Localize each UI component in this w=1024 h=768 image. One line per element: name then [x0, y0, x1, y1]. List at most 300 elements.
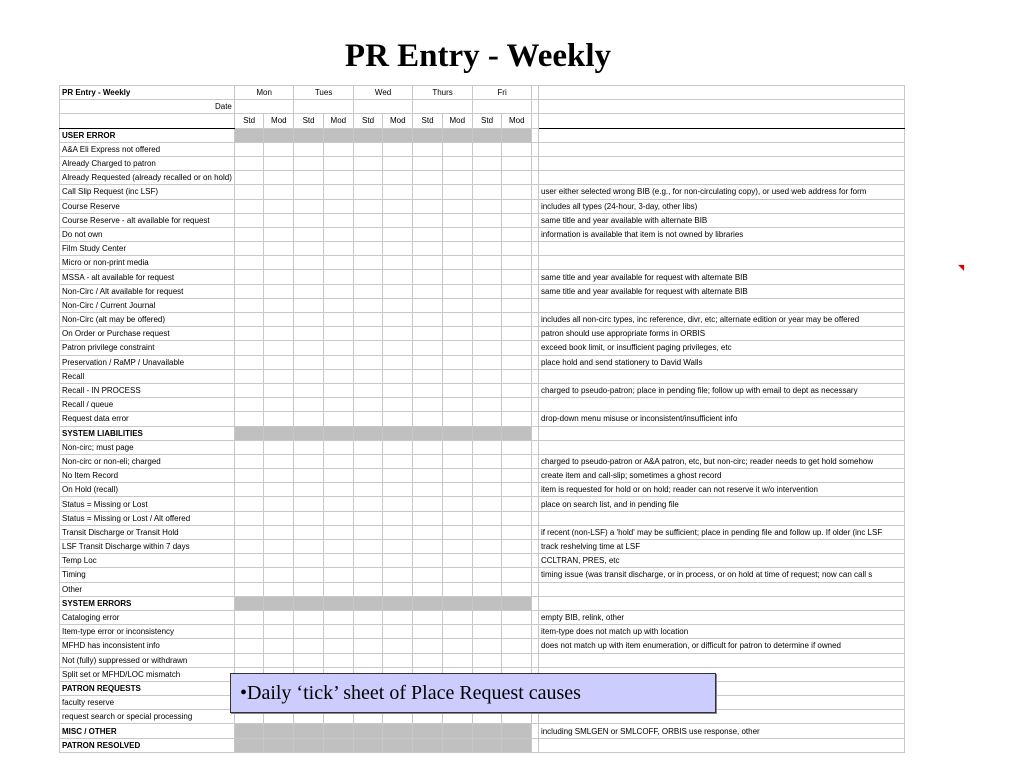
tally-cell[interactable] — [502, 242, 532, 256]
tally-cell[interactable] — [502, 596, 532, 610]
tally-cell[interactable] — [472, 554, 501, 568]
tally-cell[interactable] — [353, 171, 382, 185]
tally-cell[interactable] — [353, 398, 382, 412]
tally-cell[interactable] — [234, 171, 263, 185]
tally-cell[interactable] — [442, 128, 472, 142]
tally-cell[interactable] — [413, 426, 442, 440]
tally-cell[interactable] — [353, 156, 382, 170]
tally-cell[interactable] — [383, 341, 413, 355]
tally-cell[interactable] — [264, 511, 294, 525]
tally-cell[interactable] — [264, 582, 294, 596]
tally-cell[interactable] — [323, 582, 353, 596]
tally-cell[interactable] — [383, 426, 413, 440]
tally-cell[interactable] — [234, 511, 263, 525]
tally-cell[interactable] — [353, 653, 382, 667]
tally-cell[interactable] — [383, 653, 413, 667]
tally-cell[interactable] — [502, 426, 532, 440]
tally-cell[interactable] — [442, 554, 472, 568]
tally-cell[interactable] — [472, 199, 501, 213]
tally-cell[interactable] — [234, 483, 263, 497]
tally-cell[interactable] — [442, 298, 472, 312]
tally-cell[interactable] — [383, 639, 413, 653]
tally-cell[interactable] — [413, 511, 442, 525]
tally-cell[interactable] — [264, 497, 294, 511]
tally-cell[interactable] — [502, 185, 532, 199]
tally-cell[interactable] — [264, 313, 294, 327]
tally-cell[interactable] — [383, 355, 413, 369]
tally-cell[interactable] — [472, 242, 501, 256]
tally-cell[interactable] — [413, 242, 442, 256]
tally-cell[interactable] — [502, 625, 532, 639]
tally-cell[interactable] — [442, 540, 472, 554]
tally-cell[interactable] — [264, 227, 294, 241]
tally-cell[interactable] — [264, 284, 294, 298]
tally-cell[interactable] — [353, 383, 382, 397]
tally-cell[interactable] — [234, 610, 263, 624]
tally-cell[interactable] — [502, 724, 532, 738]
tally-cell[interactable] — [413, 412, 442, 426]
tally-cell[interactable] — [502, 383, 532, 397]
tally-cell[interactable] — [472, 383, 501, 397]
tally-cell[interactable] — [353, 582, 382, 596]
tally-cell[interactable] — [353, 483, 382, 497]
tally-cell[interactable] — [502, 171, 532, 185]
tally-cell[interactable] — [442, 738, 472, 752]
tally-cell[interactable] — [234, 256, 263, 270]
tally-cell[interactable] — [413, 327, 442, 341]
tally-cell[interactable] — [323, 270, 353, 284]
tally-cell[interactable] — [294, 497, 323, 511]
tally-cell[interactable] — [264, 156, 294, 170]
tally-cell[interactable] — [442, 284, 472, 298]
tally-cell[interactable] — [442, 639, 472, 653]
tally-cell[interactable] — [502, 341, 532, 355]
tally-cell[interactable] — [442, 199, 472, 213]
tally-cell[interactable] — [472, 355, 501, 369]
tally-cell[interactable] — [264, 369, 294, 383]
tally-cell[interactable] — [234, 341, 263, 355]
tally-cell[interactable] — [442, 469, 472, 483]
tally-cell[interactable] — [294, 213, 323, 227]
tally-cell[interactable] — [472, 313, 501, 327]
tally-cell[interactable] — [294, 525, 323, 539]
tally-cell[interactable] — [234, 298, 263, 312]
tally-cell[interactable] — [442, 440, 472, 454]
tally-cell[interactable] — [383, 454, 413, 468]
tally-cell[interactable] — [323, 540, 353, 554]
tally-cell[interactable] — [234, 639, 263, 653]
tally-cell[interactable] — [413, 171, 442, 185]
tally-cell[interactable] — [294, 724, 323, 738]
tally-cell[interactable] — [323, 256, 353, 270]
tally-cell[interactable] — [294, 738, 323, 752]
tally-cell[interactable] — [383, 398, 413, 412]
tally-cell[interactable] — [502, 639, 532, 653]
tally-cell[interactable] — [383, 270, 413, 284]
tally-cell[interactable] — [294, 440, 323, 454]
tally-cell[interactable] — [234, 554, 263, 568]
tally-cell[interactable] — [413, 440, 442, 454]
tally-cell[interactable] — [294, 483, 323, 497]
tally-cell[interactable] — [264, 270, 294, 284]
tally-cell[interactable] — [264, 454, 294, 468]
tally-cell[interactable] — [264, 440, 294, 454]
tally-cell[interactable] — [264, 610, 294, 624]
tally-cell[interactable] — [353, 128, 382, 142]
tally-cell[interactable] — [294, 199, 323, 213]
tally-cell[interactable] — [234, 497, 263, 511]
tally-cell[interactable] — [323, 483, 353, 497]
date-input-cell[interactable] — [294, 100, 353, 114]
tally-cell[interactable] — [234, 355, 263, 369]
tally-cell[interactable] — [383, 128, 413, 142]
tally-cell[interactable] — [294, 568, 323, 582]
tally-cell[interactable] — [413, 256, 442, 270]
tally-cell[interactable] — [234, 213, 263, 227]
tally-cell[interactable] — [442, 454, 472, 468]
tally-cell[interactable] — [383, 156, 413, 170]
tally-cell[interactable] — [323, 284, 353, 298]
tally-cell[interactable] — [383, 596, 413, 610]
tally-cell[interactable] — [353, 540, 382, 554]
tally-cell[interactable] — [294, 185, 323, 199]
tally-cell[interactable] — [383, 412, 413, 426]
tally-cell[interactable] — [234, 270, 263, 284]
tally-cell[interactable] — [413, 540, 442, 554]
tally-cell[interactable] — [234, 227, 263, 241]
tally-cell[interactable] — [502, 128, 532, 142]
tally-cell[interactable] — [294, 469, 323, 483]
tally-cell[interactable] — [472, 582, 501, 596]
tally-cell[interactable] — [442, 525, 472, 539]
tally-cell[interactable] — [294, 128, 323, 142]
tally-cell[interactable] — [472, 625, 501, 639]
tally-cell[interactable] — [472, 610, 501, 624]
tally-cell[interactable] — [234, 142, 263, 156]
tally-cell[interactable] — [264, 398, 294, 412]
tally-cell[interactable] — [413, 653, 442, 667]
tally-cell[interactable] — [353, 185, 382, 199]
tally-cell[interactable] — [413, 724, 442, 738]
tally-cell[interactable] — [472, 213, 501, 227]
tally-cell[interactable] — [442, 185, 472, 199]
tally-cell[interactable] — [383, 284, 413, 298]
tally-cell[interactable] — [294, 398, 323, 412]
tally-cell[interactable] — [294, 227, 323, 241]
tally-cell[interactable] — [502, 497, 532, 511]
tally-cell[interactable] — [472, 341, 501, 355]
tally-cell[interactable] — [234, 525, 263, 539]
tally-cell[interactable] — [383, 256, 413, 270]
tally-cell[interactable] — [323, 610, 353, 624]
tally-cell[interactable] — [413, 128, 442, 142]
tally-cell[interactable] — [294, 142, 323, 156]
tally-cell[interactable] — [353, 738, 382, 752]
tally-cell[interactable] — [472, 426, 501, 440]
tally-cell[interactable] — [502, 653, 532, 667]
tally-cell[interactable] — [472, 639, 501, 653]
tally-cell[interactable] — [234, 156, 263, 170]
tally-cell[interactable] — [264, 469, 294, 483]
tally-cell[interactable] — [383, 440, 413, 454]
tally-cell[interactable] — [353, 469, 382, 483]
tally-cell[interactable] — [442, 568, 472, 582]
tally-cell[interactable] — [383, 469, 413, 483]
tally-cell[interactable] — [294, 412, 323, 426]
tally-cell[interactable] — [234, 242, 263, 256]
tally-cell[interactable] — [353, 199, 382, 213]
tally-cell[interactable] — [234, 327, 263, 341]
tally-cell[interactable] — [264, 327, 294, 341]
tally-cell[interactable] — [502, 738, 532, 752]
tally-cell[interactable] — [502, 199, 532, 213]
tally-cell[interactable] — [323, 596, 353, 610]
tally-cell[interactable] — [502, 412, 532, 426]
tally-cell[interactable] — [323, 554, 353, 568]
tally-cell[interactable] — [353, 142, 382, 156]
tally-cell[interactable] — [264, 653, 294, 667]
tally-cell[interactable] — [472, 128, 501, 142]
tally-cell[interactable] — [323, 213, 353, 227]
tally-cell[interactable] — [353, 525, 382, 539]
tally-cell[interactable] — [294, 242, 323, 256]
tally-cell[interactable] — [234, 653, 263, 667]
tally-cell[interactable] — [234, 568, 263, 582]
tally-cell[interactable] — [502, 511, 532, 525]
tally-cell[interactable] — [502, 213, 532, 227]
tally-cell[interactable] — [234, 369, 263, 383]
tally-cell[interactable] — [413, 738, 442, 752]
tally-cell[interactable] — [383, 383, 413, 397]
tally-cell[interactable] — [353, 497, 382, 511]
tally-cell[interactable] — [323, 469, 353, 483]
tally-cell[interactable] — [413, 369, 442, 383]
tally-cell[interactable] — [353, 341, 382, 355]
tally-cell[interactable] — [472, 497, 501, 511]
tally-cell[interactable] — [413, 313, 442, 327]
tally-cell[interactable] — [294, 171, 323, 185]
tally-cell[interactable] — [264, 426, 294, 440]
tally-cell[interactable] — [502, 313, 532, 327]
tally-cell[interactable] — [353, 256, 382, 270]
tally-cell[interactable] — [442, 270, 472, 284]
tally-cell[interactable] — [353, 369, 382, 383]
tally-cell[interactable] — [442, 242, 472, 256]
tally-cell[interactable] — [353, 554, 382, 568]
tally-cell[interactable] — [442, 582, 472, 596]
tally-cell[interactable] — [383, 142, 413, 156]
tally-cell[interactable] — [234, 469, 263, 483]
tally-cell[interactable] — [442, 156, 472, 170]
tally-cell[interactable] — [323, 156, 353, 170]
tally-cell[interactable] — [383, 171, 413, 185]
tally-cell[interactable] — [383, 497, 413, 511]
tally-cell[interactable] — [413, 355, 442, 369]
tally-cell[interactable] — [294, 540, 323, 554]
date-input-cell[interactable] — [472, 100, 531, 114]
tally-cell[interactable] — [502, 483, 532, 497]
tally-cell[interactable] — [502, 525, 532, 539]
tally-cell[interactable] — [323, 313, 353, 327]
tally-cell[interactable] — [323, 639, 353, 653]
tally-cell[interactable] — [502, 454, 532, 468]
tally-cell[interactable] — [442, 653, 472, 667]
tally-cell[interactable] — [264, 525, 294, 539]
tally-cell[interactable] — [234, 199, 263, 213]
tally-cell[interactable] — [264, 738, 294, 752]
tally-cell[interactable] — [472, 142, 501, 156]
tally-cell[interactable] — [413, 625, 442, 639]
tally-cell[interactable] — [234, 596, 263, 610]
tally-cell[interactable] — [383, 625, 413, 639]
tally-cell[interactable] — [472, 171, 501, 185]
tally-cell[interactable] — [472, 369, 501, 383]
tally-cell[interactable] — [383, 554, 413, 568]
tally-cell[interactable] — [323, 440, 353, 454]
tally-cell[interactable] — [353, 426, 382, 440]
tally-cell[interactable] — [294, 369, 323, 383]
tally-cell[interactable] — [383, 511, 413, 525]
tally-cell[interactable] — [413, 596, 442, 610]
tally-cell[interactable] — [234, 383, 263, 397]
tally-cell[interactable] — [413, 525, 442, 539]
tally-cell[interactable] — [472, 156, 501, 170]
tally-cell[interactable] — [472, 511, 501, 525]
tally-cell[interactable] — [323, 426, 353, 440]
tally-cell[interactable] — [472, 227, 501, 241]
tally-cell[interactable] — [353, 242, 382, 256]
tally-cell[interactable] — [383, 738, 413, 752]
tally-cell[interactable] — [472, 540, 501, 554]
tally-cell[interactable] — [264, 199, 294, 213]
tally-cell[interactable] — [442, 497, 472, 511]
tally-cell[interactable] — [472, 724, 501, 738]
tally-cell[interactable] — [353, 724, 382, 738]
tally-cell[interactable] — [442, 227, 472, 241]
tally-cell[interactable] — [234, 738, 263, 752]
tally-cell[interactable] — [234, 412, 263, 426]
tally-cell[interactable] — [472, 327, 501, 341]
tally-cell[interactable] — [234, 398, 263, 412]
tally-cell[interactable] — [294, 610, 323, 624]
tally-cell[interactable] — [264, 596, 294, 610]
tally-cell[interactable] — [413, 469, 442, 483]
tally-cell[interactable] — [413, 199, 442, 213]
tally-cell[interactable] — [294, 554, 323, 568]
tally-cell[interactable] — [353, 412, 382, 426]
tally-cell[interactable] — [472, 568, 501, 582]
tally-cell[interactable] — [323, 738, 353, 752]
tally-cell[interactable] — [323, 128, 353, 142]
date-input-cell[interactable] — [234, 100, 293, 114]
tally-cell[interactable] — [294, 596, 323, 610]
tally-cell[interactable] — [442, 341, 472, 355]
tally-cell[interactable] — [264, 483, 294, 497]
tally-cell[interactable] — [323, 454, 353, 468]
tally-cell[interactable] — [383, 582, 413, 596]
tally-cell[interactable] — [472, 469, 501, 483]
tally-cell[interactable] — [294, 156, 323, 170]
tally-cell[interactable] — [264, 298, 294, 312]
tally-cell[interactable] — [353, 454, 382, 468]
tally-cell[interactable] — [502, 270, 532, 284]
tally-cell[interactable] — [502, 256, 532, 270]
tally-cell[interactable] — [442, 383, 472, 397]
tally-cell[interactable] — [472, 596, 501, 610]
tally-cell[interactable] — [383, 540, 413, 554]
tally-cell[interactable] — [323, 142, 353, 156]
tally-cell[interactable] — [264, 341, 294, 355]
tally-cell[interactable] — [442, 369, 472, 383]
tally-cell[interactable] — [413, 298, 442, 312]
tally-cell[interactable] — [353, 284, 382, 298]
tally-cell[interactable] — [353, 511, 382, 525]
tally-cell[interactable] — [294, 625, 323, 639]
tally-cell[interactable] — [413, 639, 442, 653]
tally-cell[interactable] — [353, 625, 382, 639]
tally-cell[interactable] — [502, 582, 532, 596]
tally-cell[interactable] — [264, 568, 294, 582]
tally-cell[interactable] — [294, 511, 323, 525]
tally-cell[interactable] — [234, 426, 263, 440]
tally-cell[interactable] — [323, 625, 353, 639]
tally-cell[interactable] — [234, 284, 263, 298]
tally-cell[interactable] — [442, 724, 472, 738]
tally-cell[interactable] — [234, 582, 263, 596]
tally-cell[interactable] — [323, 511, 353, 525]
tally-cell[interactable] — [413, 554, 442, 568]
tally-cell[interactable] — [353, 227, 382, 241]
tally-cell[interactable] — [472, 653, 501, 667]
tally-cell[interactable] — [383, 483, 413, 497]
tally-cell[interactable] — [294, 355, 323, 369]
tally-cell[interactable] — [383, 213, 413, 227]
tally-cell[interactable] — [442, 142, 472, 156]
tally-cell[interactable] — [472, 270, 501, 284]
tally-cell[interactable] — [234, 540, 263, 554]
tally-cell[interactable] — [234, 625, 263, 639]
tally-cell[interactable] — [413, 227, 442, 241]
tally-cell[interactable] — [413, 142, 442, 156]
tally-cell[interactable] — [264, 639, 294, 653]
tally-cell[interactable] — [323, 227, 353, 241]
tally-cell[interactable] — [234, 724, 263, 738]
tally-cell[interactable] — [353, 313, 382, 327]
tally-cell[interactable] — [383, 313, 413, 327]
tally-cell[interactable] — [264, 355, 294, 369]
tally-cell[interactable] — [383, 724, 413, 738]
tally-cell[interactable] — [264, 412, 294, 426]
tally-cell[interactable] — [323, 398, 353, 412]
tally-cell[interactable] — [323, 341, 353, 355]
tally-cell[interactable] — [323, 171, 353, 185]
tally-cell[interactable] — [353, 327, 382, 341]
tally-cell[interactable] — [264, 724, 294, 738]
tally-cell[interactable] — [234, 313, 263, 327]
tally-cell[interactable] — [294, 327, 323, 341]
tally-cell[interactable] — [442, 171, 472, 185]
tally-cell[interactable] — [323, 369, 353, 383]
tally-cell[interactable] — [413, 483, 442, 497]
tally-cell[interactable] — [353, 610, 382, 624]
tally-cell[interactable] — [502, 540, 532, 554]
tally-cell[interactable] — [472, 483, 501, 497]
tally-cell[interactable] — [353, 596, 382, 610]
date-input-cell[interactable] — [353, 100, 412, 114]
tally-cell[interactable] — [294, 653, 323, 667]
tally-cell[interactable] — [413, 185, 442, 199]
tally-cell[interactable] — [353, 213, 382, 227]
